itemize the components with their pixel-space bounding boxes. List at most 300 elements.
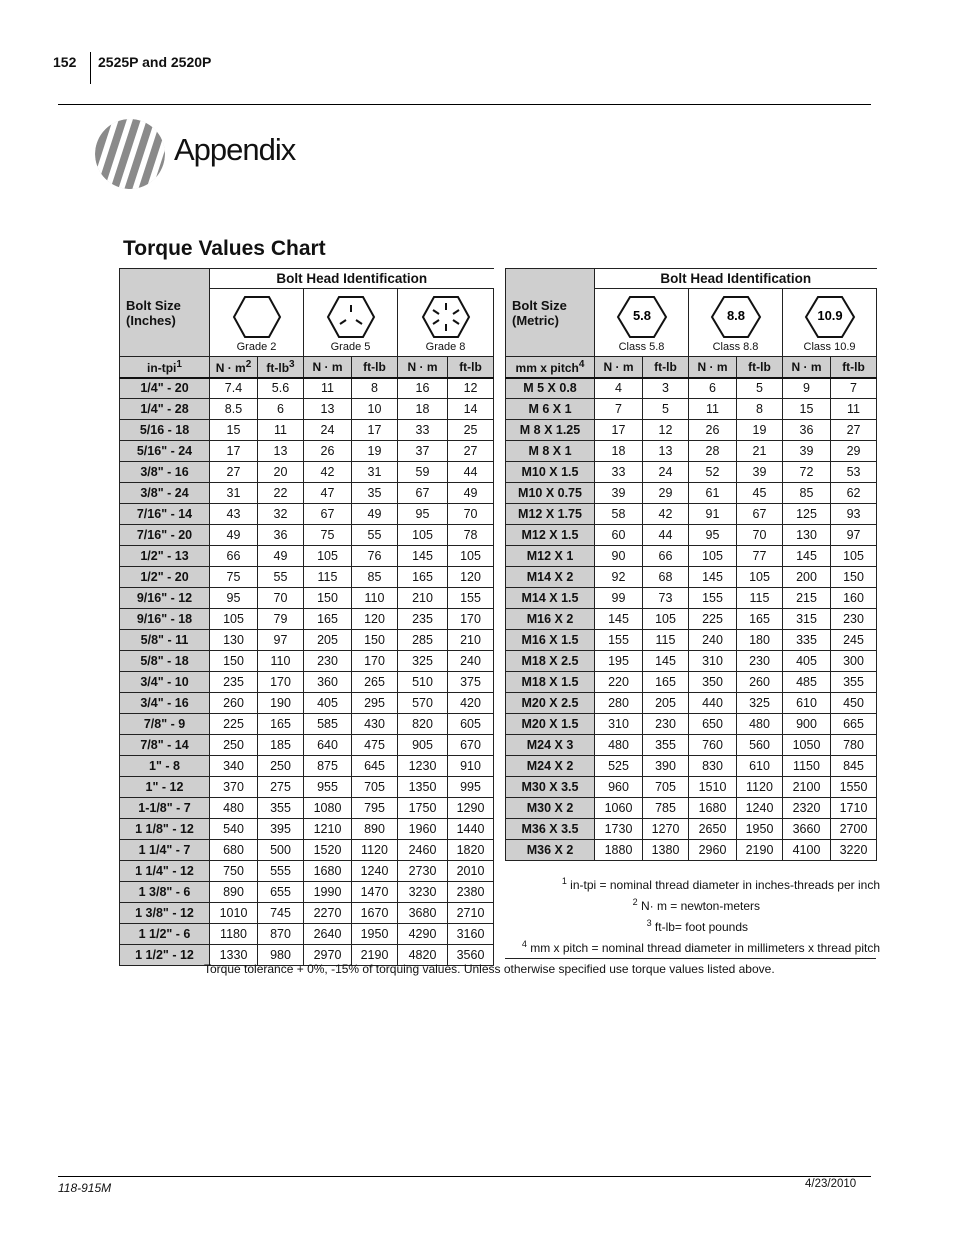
inch-torque-table (119, 268, 494, 966)
torque-value-cell: 2380 (448, 882, 494, 903)
torque-value-cell: 31 (210, 483, 258, 504)
bolt-size-cell: M16 X 2 (506, 609, 595, 630)
footnote-2: $^2$ N· m = newton-meters (632, 897, 760, 913)
torque-value-cell: 905 (398, 735, 448, 756)
torque-value-cell: 15 (783, 399, 831, 420)
torque-value-cell: 480 (210, 798, 258, 819)
torque-value-cell: 180 (737, 630, 783, 651)
torque-value-cell: 120 (448, 567, 494, 588)
torque-value-cell: 355 (258, 798, 304, 819)
torque-value-cell: 55 (258, 567, 304, 588)
torque-value-cell: 4100 (783, 840, 831, 861)
torque-value-cell: 11 (689, 399, 737, 420)
torque-value-cell: 355 (643, 735, 689, 756)
torque-value-cell: 335 (783, 630, 831, 651)
grade-8-cell (398, 289, 494, 357)
torque-value-cell: 1950 (737, 819, 783, 840)
torque-value-cell: 39 (783, 441, 831, 462)
torque-value-cell: 1990 (304, 882, 352, 903)
table-row (120, 378, 494, 399)
torque-value-cell: 475 (352, 735, 398, 756)
table-row (120, 525, 494, 546)
torque-value-cell: 39 (737, 462, 783, 483)
torque-value-cell: 130 (210, 630, 258, 651)
torque-value-cell: 670 (448, 735, 494, 756)
torque-value-cell: 3220 (831, 840, 877, 861)
torque-value-cell: 610 (737, 756, 783, 777)
torque-value-cell: 11 (258, 420, 304, 441)
bolt-size-cell: M16 X 1.5 (506, 630, 595, 651)
torque-value-cell: 75 (210, 567, 258, 588)
torque-value-cell: 645 (352, 756, 398, 777)
table-row (120, 420, 494, 441)
grade-2-label: Grade 2 (236, 341, 277, 353)
page-number: 152 (53, 54, 77, 70)
bolt-size-cell: M24 X 3 (506, 735, 595, 756)
class-8-8-head-mark: 8.8 (726, 308, 745, 323)
col-class88-nm: N · m (689, 357, 737, 378)
bolt-size-cell: M20 X 2.5 (506, 693, 595, 714)
torque-value-cell: 155 (689, 588, 737, 609)
torque-value-cell: 1330 (210, 945, 258, 966)
torque-value-cell: 955 (304, 777, 352, 798)
torque-value-cell: 170 (448, 609, 494, 630)
torque-value-cell: 8.5 (210, 399, 258, 420)
torque-value-cell: 3160 (448, 924, 494, 945)
torque-value-cell: 27 (831, 420, 877, 441)
col-in-tpi: in-tpi$^1$ (120, 357, 210, 378)
torque-value-cell: 510 (398, 672, 448, 693)
table-row (120, 819, 494, 840)
torque-value-cell: 1550 (831, 777, 877, 798)
bolt-size-cell: 1 1/8" - 12 (120, 819, 210, 840)
bolt-size-cell: M 5 X 0.8 (506, 378, 595, 399)
table-row (120, 588, 494, 609)
torque-value-cell: 72 (783, 462, 831, 483)
torque-value-cell: 20 (258, 462, 304, 483)
torque-value-cell: 125 (783, 504, 831, 525)
table-row (506, 399, 877, 420)
bolt-size-cell: 1/4" - 28 (120, 399, 210, 420)
torque-value-cell: 145 (643, 651, 689, 672)
col-grade5-nm: N · m (304, 357, 352, 378)
bolt-size-cell: 7/8" - 9 (120, 714, 210, 735)
torque-value-cell: 340 (210, 756, 258, 777)
torque-value-cell: 760 (689, 735, 737, 756)
torque-value-cell: 70 (448, 504, 494, 525)
bolt-size-cell: 1 1/4" - 12 (120, 861, 210, 882)
torque-value-cell: 58 (595, 504, 643, 525)
torque-value-cell: 77 (737, 546, 783, 567)
torque-value-cell: 2650 (689, 819, 737, 840)
torque-value-cell: 1950 (352, 924, 398, 945)
torque-value-cell: 205 (643, 693, 689, 714)
torque-value-cell: 1680 (689, 798, 737, 819)
torque-value-cell: 47 (304, 483, 352, 504)
torque-value-cell: 4820 (398, 945, 448, 966)
torque-value-cell: 1210 (304, 819, 352, 840)
torque-value-cell: 27 (448, 441, 494, 462)
torque-value-cell: 22 (258, 483, 304, 504)
table-row (120, 714, 494, 735)
table-row (120, 483, 494, 504)
torque-value-cell: 25 (448, 420, 494, 441)
torque-value-cell: 870 (258, 924, 304, 945)
torque-value-cell: 745 (258, 903, 304, 924)
col-grade2-nm: $N \cdot m^2$ (210, 357, 258, 378)
torque-value-cell: 250 (210, 735, 258, 756)
torque-value-cell: 49 (210, 525, 258, 546)
torque-value-cell: 640 (304, 735, 352, 756)
torque-value-cell: 1230 (398, 756, 448, 777)
torque-value-cell: 13 (304, 399, 352, 420)
torque-value-cell: 500 (258, 840, 304, 861)
torque-value-cell: 405 (783, 651, 831, 672)
torque-value-cell: 67 (737, 504, 783, 525)
torque-value-cell: 62 (831, 483, 877, 504)
torque-value-cell: 325 (398, 651, 448, 672)
bottom-rule (58, 1176, 871, 1177)
torque-value-cell: 355 (831, 672, 877, 693)
torque-value-cell: 3680 (398, 903, 448, 924)
torque-value-cell: 79 (258, 609, 304, 630)
torque-value-cell: 2960 (689, 840, 737, 861)
torque-value-cell: 26 (689, 420, 737, 441)
table-row (506, 672, 877, 693)
inch-size-header-line1: Bolt Size (126, 297, 181, 313)
torque-value-cell: 67 (398, 483, 448, 504)
torque-value-cell: 3230 (398, 882, 448, 903)
table-row (120, 462, 494, 483)
torque-value-cell: 220 (595, 672, 643, 693)
class-8-8-hex-icon (710, 295, 762, 339)
torque-value-cell: 1350 (398, 777, 448, 798)
bolt-size-cell: M14 X 2 (506, 567, 595, 588)
torque-value-cell: 85 (783, 483, 831, 504)
table-row (120, 630, 494, 651)
torque-value-cell: 1730 (595, 819, 643, 840)
torque-value-cell: 5 (643, 399, 689, 420)
torque-value-cell: 68 (643, 567, 689, 588)
class-10-9-label: Class 10.9 (803, 341, 856, 353)
torque-value-cell: 3560 (448, 945, 494, 966)
torque-value-cell: 15 (210, 420, 258, 441)
torque-value-cell: 29 (643, 483, 689, 504)
table-row (120, 903, 494, 924)
torque-value-cell: 92 (595, 567, 643, 588)
torque-value-cell: 105 (448, 546, 494, 567)
torque-value-cell: 37 (398, 441, 448, 462)
torque-value-cell: 820 (398, 714, 448, 735)
table-row (120, 672, 494, 693)
torque-value-cell: 42 (304, 462, 352, 483)
bolt-size-cell: M10 X 1.5 (506, 462, 595, 483)
torque-value-cell: 16 (398, 378, 448, 399)
torque-value-cell: 5 (737, 378, 783, 399)
table-row (120, 840, 494, 861)
torque-value-cell: 19 (352, 441, 398, 462)
bolt-size-cell: 1 1/4" - 7 (120, 840, 210, 861)
torque-value-cell: 105 (398, 525, 448, 546)
torque-value-cell: 265 (352, 672, 398, 693)
col-class58-nm: N · m (595, 357, 643, 378)
torque-value-cell: 980 (258, 945, 304, 966)
torque-value-cell: 420 (448, 693, 494, 714)
torque-value-cell: 8 (737, 399, 783, 420)
table-row (506, 693, 877, 714)
document-number: 118-915M (58, 1181, 112, 1195)
class-5-8-head-mark: 5.8 (632, 308, 651, 323)
col-class88-ftlb: ft-lb (737, 357, 783, 378)
torque-value-cell: 240 (448, 651, 494, 672)
col-grade8-nm: N · m (398, 357, 448, 378)
torque-value-cell: 90 (595, 546, 643, 567)
torque-value-cell: 230 (737, 651, 783, 672)
table-row (506, 420, 877, 441)
torque-value-cell: 35 (352, 483, 398, 504)
bolt-size-cell: 3/8" - 24 (120, 483, 210, 504)
bolt-size-cell: 1/2" - 20 (120, 567, 210, 588)
torque-value-cell: 210 (448, 630, 494, 651)
bolt-size-cell: 1-1/8" - 7 (120, 798, 210, 819)
table-row (506, 630, 877, 651)
torque-value-cell: 610 (783, 693, 831, 714)
footnote-3: $^3$ ft-lb= foot pounds (646, 918, 748, 934)
torque-value-cell: 165 (398, 567, 448, 588)
bolt-size-cell: 9/16" - 18 (120, 609, 210, 630)
table-row (506, 504, 877, 525)
torque-value-cell: 210 (398, 588, 448, 609)
torque-value-cell: 2460 (398, 840, 448, 861)
torque-value-cell: 705 (352, 777, 398, 798)
torque-value-cell: 17 (210, 441, 258, 462)
class-8-8-cell (689, 289, 783, 357)
torque-value-cell: 4290 (398, 924, 448, 945)
torque-value-cell: 430 (352, 714, 398, 735)
torque-value-cell: 2710 (448, 903, 494, 924)
torque-value-cell: 49 (448, 483, 494, 504)
torque-value-cell: 4 (595, 378, 643, 399)
table-row (506, 567, 877, 588)
torque-value-cell: 310 (689, 651, 737, 672)
torque-value-cell: 105 (689, 546, 737, 567)
torque-value-cell: 1240 (737, 798, 783, 819)
metric-size-header-line2: (Metric) (512, 312, 559, 328)
table-row (120, 693, 494, 714)
torque-value-cell: 7 (595, 399, 643, 420)
torque-value-cell: 170 (258, 672, 304, 693)
bolt-size-cell: M 6 X 1 (506, 399, 595, 420)
torque-value-cell: 105 (737, 567, 783, 588)
torque-value-cell: 145 (398, 546, 448, 567)
grade-8-label: Grade 8 (425, 341, 466, 353)
torque-value-cell: 1050 (783, 735, 831, 756)
footnote-4: $^4$ mm x pitch = nominal thread diameter in millimeters x thread pitch (521, 939, 880, 955)
col-grade5-ftlb: ft-lb (352, 357, 398, 378)
col-class58-ftlb: ft-lb (643, 357, 689, 378)
torque-value-cell: 225 (210, 714, 258, 735)
torque-value-cell: 49 (258, 546, 304, 567)
torque-value-cell: 1960 (398, 819, 448, 840)
bolt-size-cell: 5/8" - 11 (120, 630, 210, 651)
torque-value-cell: 525 (595, 756, 643, 777)
grade-5-hex-icon (326, 295, 376, 339)
bolt-size-cell: 1/2" - 13 (120, 546, 210, 567)
torque-value-cell: 36 (258, 525, 304, 546)
torque-value-cell: 67 (304, 504, 352, 525)
torque-value-cell: 26 (304, 441, 352, 462)
torque-value-cell: 45 (737, 483, 783, 504)
torque-value-cell: 2970 (304, 945, 352, 966)
torque-value-cell: 655 (258, 882, 304, 903)
torque-value-cell: 55 (352, 525, 398, 546)
table-row (506, 378, 877, 399)
torque-value-cell: 375 (448, 672, 494, 693)
torque-value-cell: 165 (737, 609, 783, 630)
torque-value-cell: 165 (643, 672, 689, 693)
torque-value-cell: 33 (595, 462, 643, 483)
table-row (506, 714, 877, 735)
class-10-9-cell (783, 289, 877, 357)
table-row (506, 756, 877, 777)
torque-value-cell: 43 (210, 504, 258, 525)
bolt-size-cell: 1 3/8" - 12 (120, 903, 210, 924)
torque-value-cell: 21 (737, 441, 783, 462)
torque-value-cell: 150 (352, 630, 398, 651)
bolt-size-cell: 3/4" - 16 (120, 693, 210, 714)
torque-value-cell: 1120 (352, 840, 398, 861)
torque-value-cell: 780 (831, 735, 877, 756)
torque-value-cell: 120 (352, 609, 398, 630)
torque-value-cell: 750 (210, 861, 258, 882)
torque-value-cell: 205 (304, 630, 352, 651)
bolt-size-cell: 5/8" - 18 (120, 651, 210, 672)
footnote-1: $^1$ in-tpi = nominal thread diameter in inches-threads per inch (561, 876, 880, 892)
torque-value-cell: 160 (831, 588, 877, 609)
torque-value-cell: 29 (831, 441, 877, 462)
table-row (506, 588, 877, 609)
torque-value-cell: 19 (737, 420, 783, 441)
torque-value-cell: 1820 (448, 840, 494, 861)
torque-value-cell: 170 (352, 651, 398, 672)
torque-value-cell: 3660 (783, 819, 831, 840)
torque-value-cell: 61 (689, 483, 737, 504)
torque-value-cell: 360 (304, 672, 352, 693)
torque-value-cell: 875 (304, 756, 352, 777)
table-row (506, 735, 877, 756)
torque-value-cell: 24 (643, 462, 689, 483)
torque-value-cell: 390 (643, 756, 689, 777)
col-grade8-ftlb: ft-lb (448, 357, 494, 378)
torque-value-cell: 995 (448, 777, 494, 798)
torque-value-cell: 115 (643, 630, 689, 651)
class-5-8-hex-icon (616, 295, 668, 339)
torque-value-cell: 97 (258, 630, 304, 651)
bolt-size-cell: M12 X 1.75 (506, 504, 595, 525)
torque-value-cell: 350 (689, 672, 737, 693)
torque-value-cell: 155 (595, 630, 643, 651)
table-row (506, 777, 877, 798)
torque-value-cell: 73 (643, 588, 689, 609)
torque-value-cell: 225 (689, 609, 737, 630)
torque-value-cell: 66 (210, 546, 258, 567)
bolt-size-cell: M14 X 1.5 (506, 588, 595, 609)
table-row (120, 861, 494, 882)
torque-value-cell: 2730 (398, 861, 448, 882)
table-row (506, 441, 877, 462)
grade-5-label: Grade 5 (330, 341, 371, 353)
torque-value-cell: 315 (783, 609, 831, 630)
torque-value-cell: 2640 (304, 924, 352, 945)
bolt-size-cell: 7/16" - 20 (120, 525, 210, 546)
table-row (120, 882, 494, 903)
torque-value-cell: 3 (643, 378, 689, 399)
torque-value-cell: 1120 (737, 777, 783, 798)
torque-value-cell: 1710 (831, 798, 877, 819)
torque-value-cell: 295 (352, 693, 398, 714)
table-row (506, 462, 877, 483)
torque-value-cell: 12 (448, 378, 494, 399)
class-8-8-label: Class 8.8 (712, 341, 759, 353)
table-row (120, 777, 494, 798)
bolt-size-cell: M30 X 2 (506, 798, 595, 819)
torque-value-cell: 230 (831, 609, 877, 630)
bolt-size-cell: M12 X 1 (506, 546, 595, 567)
torque-value-cell: 13 (643, 441, 689, 462)
inch-bolt-head-identification: Bolt Head Identification (210, 269, 494, 289)
torque-value-cell: 52 (689, 462, 737, 483)
bolt-size-cell: M 8 X 1 (506, 441, 595, 462)
torque-value-cell: 1010 (210, 903, 258, 924)
torque-value-cell: 39 (595, 483, 643, 504)
torque-value-cell: 485 (783, 672, 831, 693)
bolt-size-cell: M30 X 3.5 (506, 777, 595, 798)
torque-value-cell: 395 (258, 819, 304, 840)
torque-value-cell: 165 (258, 714, 304, 735)
table-row (120, 441, 494, 462)
bolt-size-cell: 3/4" - 10 (120, 672, 210, 693)
bolt-size-cell: M36 X 3.5 (506, 819, 595, 840)
torque-value-cell: 300 (831, 651, 877, 672)
torque-value-cell: 275 (258, 777, 304, 798)
table-row (120, 651, 494, 672)
torque-value-cell: 6 (689, 378, 737, 399)
torque-value-cell: 7.4 (210, 378, 258, 399)
torque-value-cell: 1380 (643, 840, 689, 861)
torque-value-cell: 440 (689, 693, 737, 714)
torque-value-cell: 53 (831, 462, 877, 483)
table-row (120, 609, 494, 630)
torque-value-cell: 230 (304, 651, 352, 672)
header-divider (90, 52, 91, 84)
torque-value-cell: 36 (783, 420, 831, 441)
grade-8-hex-icon (421, 295, 471, 339)
torque-value-cell: 585 (304, 714, 352, 735)
table-row (120, 735, 494, 756)
torque-value-cell: 370 (210, 777, 258, 798)
torque-value-cell: 260 (737, 672, 783, 693)
metric-bolt-head-identification: Bolt Head Identification (595, 269, 877, 289)
torque-value-cell: 27 (210, 462, 258, 483)
torque-value-cell: 2010 (448, 861, 494, 882)
torque-value-cell: 235 (210, 672, 258, 693)
col-grade2-ftlb: $ft-lb^3$ (258, 357, 304, 378)
torque-value-cell: 78 (448, 525, 494, 546)
table-row (120, 504, 494, 525)
torque-value-cell: 14 (448, 399, 494, 420)
torque-value-cell: 280 (595, 693, 643, 714)
torque-value-cell: 10 (352, 399, 398, 420)
